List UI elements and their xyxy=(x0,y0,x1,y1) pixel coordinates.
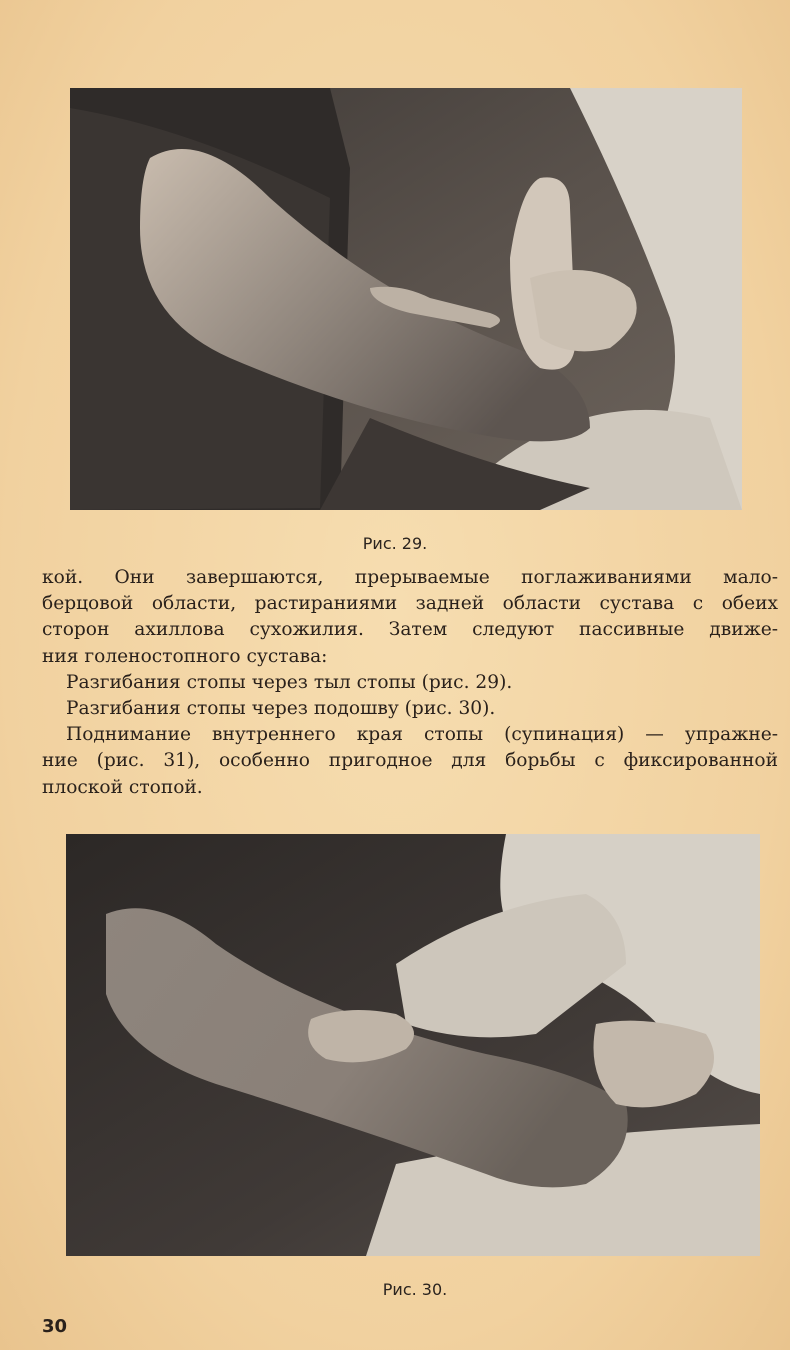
figure-29-caption: Рис. 29. xyxy=(362,534,428,553)
text-line: Поднимание внутреннего края стопы (супинация) — упражне- xyxy=(66,724,778,746)
text-line: плоской стопой. xyxy=(42,776,203,798)
text-line: Разгибания стопы через подошву (рис. 30). xyxy=(66,697,496,719)
text-line: Разгибания стопы через тыл стопы (рис. 29). xyxy=(66,671,513,693)
text-line: ния голеностопного сустава: xyxy=(42,645,328,667)
page-number: 30 xyxy=(42,1316,68,1337)
text-line: кой. Они завершаются, прерываемые поглаживаниями мало- xyxy=(42,567,778,588)
figure-29-photo xyxy=(70,88,742,510)
figure-30-caption: Рис. 30. xyxy=(382,1280,448,1299)
text-line: берцовой области, растираниями задней области сустава с обеих xyxy=(42,593,778,615)
body-text xyxy=(42,565,778,801)
figure-30-photo xyxy=(66,834,760,1256)
text-line: ние (рис. 31), особенно пригодное для борьбы с фиксированной xyxy=(42,750,778,772)
text-line: сторон ахиллова сухожилия. Затем следуют пассивные движе- xyxy=(42,619,778,641)
